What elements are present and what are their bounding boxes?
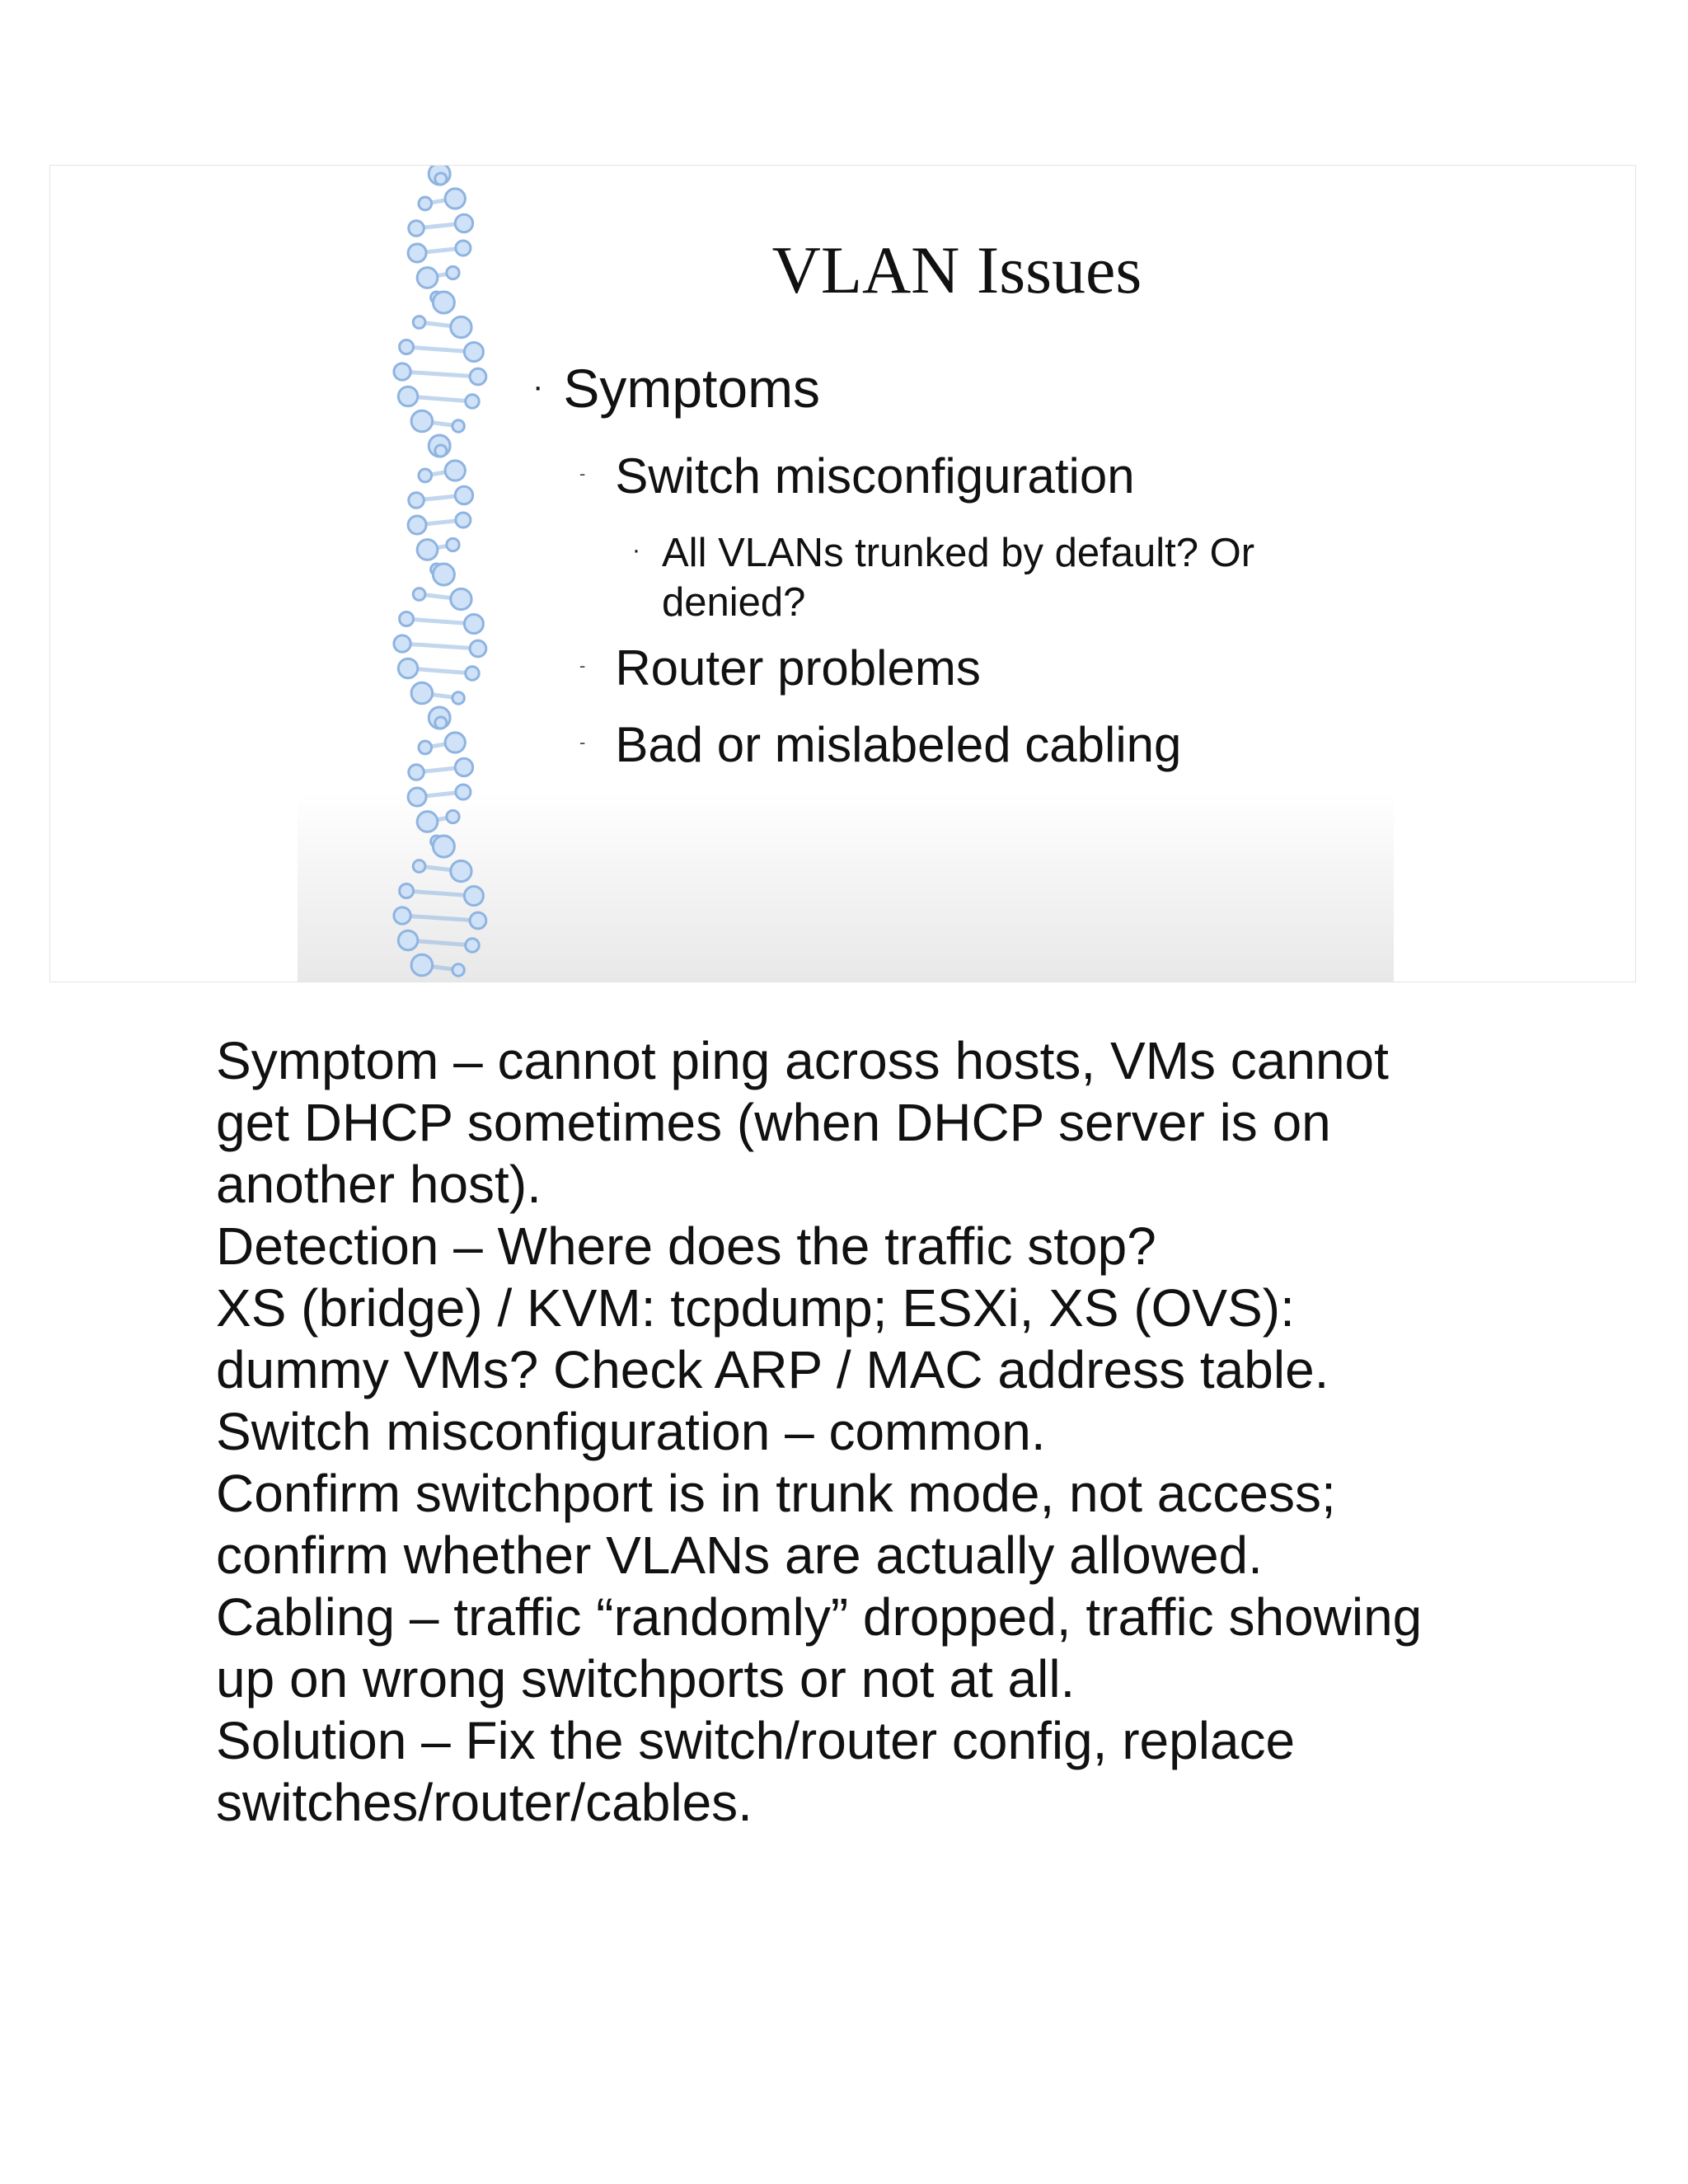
note-line: switches/router/cables. [216,1773,753,1832]
dna-bead [411,954,433,976]
bullet-router-problems [579,640,981,696]
dna-bead [433,564,454,585]
dna-bead [456,785,471,799]
bullet-switch-misconfiguration [579,448,1135,504]
dna-bead [451,588,471,609]
bullet-text-line: All VLANs trunked by default? Or [662,531,1255,575]
dna-bead [464,343,483,362]
speaker-notes [216,1030,1568,1834]
dna-bead [419,197,432,210]
dna-bead [435,717,447,729]
dna-bead [433,292,454,313]
dna-bead [417,812,438,832]
dna-bead [456,513,471,527]
dna-bead [451,316,471,337]
dna-bead [455,486,472,504]
dna-bead [400,612,414,626]
dna-bead [413,860,425,873]
dna-bead [464,887,483,906]
dna-bead [411,682,433,704]
dna-rung [402,644,478,649]
dna-bead [409,221,424,237]
note-line: Symptom – cannot ping across hosts, VMs cannot [216,1031,1389,1090]
dna-rung [402,372,478,377]
dna-bead [408,788,426,806]
dna-bead [455,214,472,232]
bullet-mark: - [579,463,586,484]
dna-bead [419,741,432,754]
dna-bead [466,395,480,409]
dna-bead [435,445,447,457]
dna-bead [435,173,447,185]
dna-bead [470,912,486,929]
dna-bead [456,241,471,255]
dna-bead [398,387,417,405]
dna-bead [419,469,432,482]
bullet-vlans-trunked [632,528,1338,627]
bullet-text: Bad or mislabeled cabling [615,717,1182,772]
note-line: Cabling – traffic “randomly” dropped, traffic showing [216,1587,1423,1647]
dna-bead [409,765,424,780]
dna-bead [445,189,465,209]
note-line: confirm whether VLANs are actually allowed. [216,1526,1263,1585]
dna-bead [394,907,410,924]
dna-bead [452,692,464,704]
dna-bead [470,640,486,657]
bullet-symptoms [532,357,820,419]
dna-bead [466,939,480,953]
bullet-mark: - [579,655,586,676]
dna-bead [447,266,459,279]
slide-thumbnail [49,165,1636,982]
dna-bead [445,461,465,480]
dna-bead [470,368,486,385]
dna-bead [447,538,459,551]
bullet-bad-cabling [579,716,1181,773]
bullet-mark: - [579,732,586,752]
dna-bead [413,588,425,601]
dna-bead [455,758,472,776]
bullet-text: Symptoms [563,358,821,419]
note-line: XS (bridge) / KVM: tcpdump; ESXi, XS (OVS): [216,1278,1295,1338]
bullet-mark: · [632,537,640,564]
note-line: get DHCP sometimes (when DHCP server is on [216,1093,1331,1152]
dna-bead [413,316,425,329]
dna-bead [398,930,417,949]
dna-bead [417,540,438,560]
dna-bead [464,615,483,634]
note-line: another host). [216,1155,542,1214]
note-line: dummy VMs? Check ARP / MAC address table. [216,1340,1329,1399]
dna-bead [400,884,414,898]
bullet-text [662,528,1338,627]
bullet-mark: · [532,368,544,405]
dna-helix-image [347,166,537,982]
slide-title: VLAN Issues [771,232,1142,307]
dna-bead [452,420,464,432]
dna-bead [408,516,426,534]
dna-bead [417,268,438,288]
note-line: Solution – Fix the switch/router config, replace [216,1711,1296,1770]
dna-bead [394,363,410,380]
dna-bead [409,493,424,509]
bullet-text: Switch misconfiguration [615,448,1135,504]
note-line: Detection – Where does the traffic stop? [216,1216,1156,1276]
note-line: Switch misconfiguration – common. [216,1402,1046,1461]
dna-bead [408,244,426,262]
dna-bead [394,635,410,652]
dna-bead [445,733,465,752]
dna-bead [400,340,414,354]
dna-bead [433,836,454,857]
dna-rung [402,916,478,921]
dna-bead [447,810,459,823]
dna-bead [398,658,417,677]
note-line: Confirm switchport is in trunk mode, not access; [216,1464,1336,1523]
dna-bead [411,410,433,432]
note-line: up on wrong switchports or not at all. [216,1649,1076,1708]
bullet-text-line: denied? [662,580,806,625]
dna-bead [452,964,464,976]
dna-bead [466,667,480,681]
dna-bead [451,860,471,881]
bullet-text: Router problems [615,640,981,696]
